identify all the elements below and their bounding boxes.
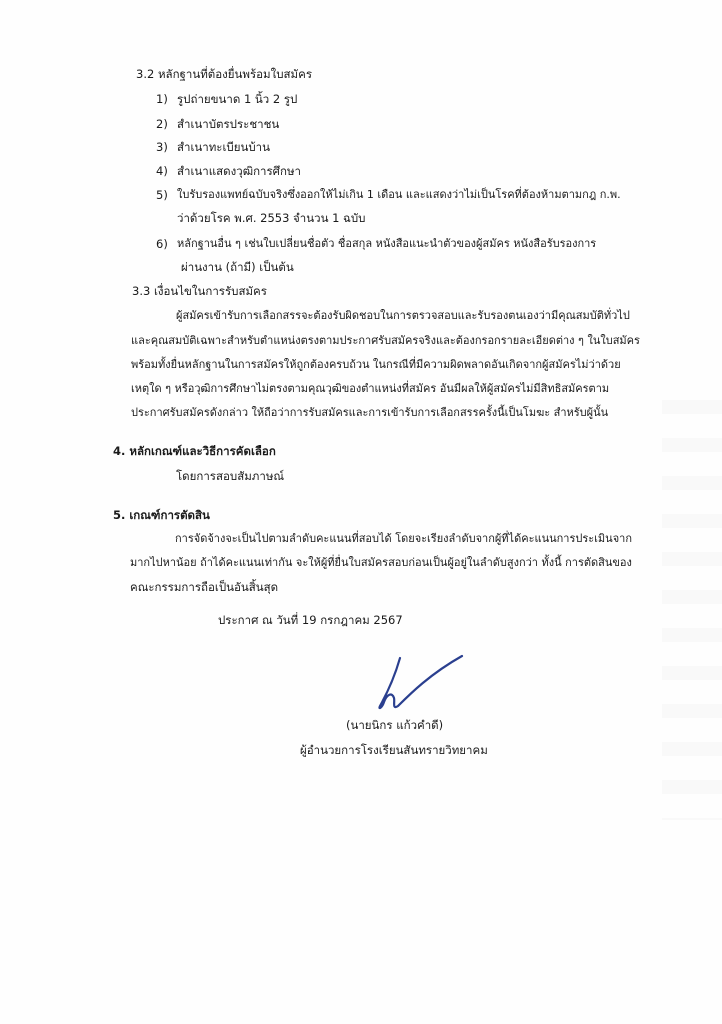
item-text: หลักฐานอื่น ๆ เช่นใบเปลี่ยนชื่อตัว ชื่อสกุล หนังสือแนะนำตัวของผู้สมัคร หนังสือรับรองการ	[177, 237, 597, 250]
item-text: สำเนาทะเบียนบ้าน	[177, 140, 270, 154]
item-text: สำเนาแสดงวุฒิการศึกษา	[177, 164, 301, 178]
paragraph-line: มากไปหาน้อย ถ้าได้คะแนนเท่ากัน จะให้ผู้ที่ยื่นใบสมัครสอบก่อนเป็นผู้อยู่ในลำดับสูงกว่า ทั้งนี้ การตัดสินของ	[130, 556, 632, 569]
item-number: 1)	[156, 92, 168, 106]
section-4-heading: 4. หลักเกณฑ์และวิธีการคัดเลือก	[113, 444, 276, 458]
item-number: 2)	[156, 117, 168, 131]
paragraph-line: พร้อมทั้งยื่นหลักฐานในการสมัครให้ถูกต้องครบถ้วน ในกรณีที่มีความผิดพลาดอันเกิดจากผู้สมัครไม่ว่าด้วย	[131, 358, 621, 371]
signature-image	[370, 650, 470, 720]
item-text-continuation: ผ่านงาน (ถ้ามี) เป็นต้น	[181, 260, 294, 274]
item-number: 4)	[156, 164, 168, 178]
item-number: 3)	[156, 140, 168, 154]
item-number: 6)	[156, 237, 168, 251]
paragraph-line: และคุณสมบัติเฉพาะสำหรับตำแหน่งตรงตามประกาศรับสมัครจริงและต้องกรอกรายละเอียดต่าง ๆ ในใบสมัคร	[131, 334, 640, 347]
item-text: รูปถ่ายขนาด 1 นิ้ว 2 รูป	[177, 92, 298, 106]
item-text: สำเนาบัตรประชาชน	[177, 117, 280, 131]
section-5-heading: 5. เกณฑ์การตัดสิน	[113, 508, 210, 522]
signer-position: ผู้อำนวยการโรงเรียนสันทรายวิทยาคม	[300, 743, 488, 757]
item-text: ใบรับรองแพทย์ฉบับจริงซึ่งออกให้ไม่เกิน 1 เดือน และแสดงว่าไม่เป็นโรคที่ต้องห้ามตามกฎ ก.พ.	[177, 188, 621, 201]
paragraph-line: เหตุใด ๆ หรือวุฒิการศึกษาไม่ตรงตามคุณวุฒิของตำแหน่งที่สมัคร อันมีผลให้ผู้สมัครไม่มีสิทธิสมัครตาม	[131, 382, 610, 395]
section-4-body: โดยการสอบสัมภาษณ์	[176, 469, 285, 483]
item-text-continuation: ว่าด้วยโรค พ.ศ. 2553 จำนวน 1 ฉบับ	[177, 211, 366, 225]
section-3-3-heading: 3.3 เงื่อนไขในการรับสมัคร	[132, 284, 267, 298]
paragraph-line: คณะกรรมการถือเป็นอันสิ้นสุด	[130, 580, 279, 594]
paragraph-line: ผู้สมัครเข้ารับการเลือกสรรจะต้องรับผิดชอบในการตรวจสอบและรับรองตนเองว่ามีคุณสมบัติทั่วไป	[176, 309, 630, 322]
section-3-2-heading: 3.2 หลักฐานที่ต้องยื่นพร้อมใบสมัคร	[136, 67, 312, 81]
scan-bleed-through	[662, 400, 722, 820]
announcement-date: ประกาศ ณ วันที่ 19 กรกฎาคม 2567	[218, 613, 403, 627]
item-number: 5)	[156, 188, 168, 202]
paragraph-line: ประกาศรับสมัครดังกล่าว ให้ถือว่าการรับสมัครและการเข้ารับการเลือกสรรครั้งนี้เป็นโมฆะ สำหรับผู้นั้น	[131, 406, 609, 419]
signer-name: (นายนิกร แก้วคำดี)	[346, 718, 444, 732]
paragraph-line: การจัดจ้างจะเป็นไปตามลำดับคะแนนที่สอบได้ โดยจะเรียงลำดับจากผู้ที่ได้คะแนนการประเมินจาก	[175, 532, 632, 545]
